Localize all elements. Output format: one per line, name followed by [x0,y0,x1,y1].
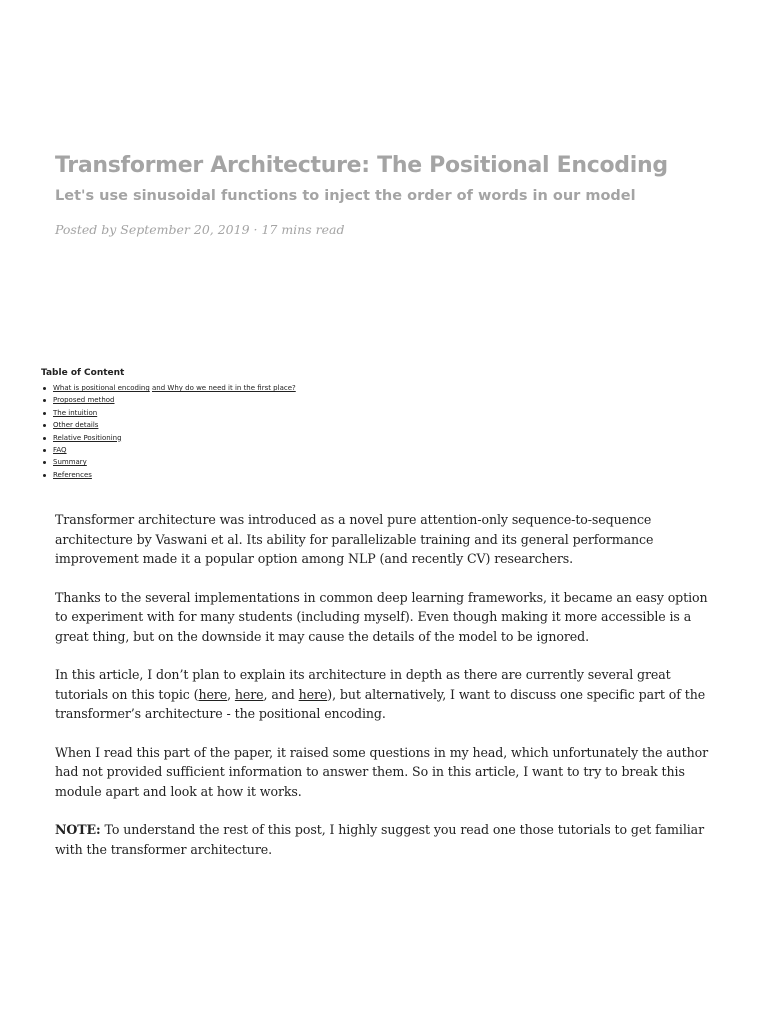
article-body [55,510,720,878]
toc-link-relative-positioning[interactable]: Relative Positioning [53,433,122,442]
table-of-content [41,367,441,481]
toc-item-other-details [41,419,441,431]
toc-item-references [41,469,441,481]
note-text: To understand the rest of this post, I highly suggest you read one those tutorials to get familiar with the transformer architecture. [55,822,705,857]
paragraph-intro: Transformer architecture was introduced as a novel pure attention-only sequence-to-sequence architecture by Vaswani et al. Its ability for parallelizable training and its general performance improvement made it a popular option among NLP (and recently CV) researchers. [55,512,654,566]
paragraph-implementations: Thanks to the several implementations in common deep learning frameworks, it became an easy option to experiment with for many students (including myself). Even though making it more accessible is a great thing, but on the downside it may cause the details of the model to be ignored. [55,589,708,644]
toc-title: Table of Content [41,368,125,378]
toc-item-summary [41,456,441,468]
toc-link-proposed-method[interactable]: Proposed method [53,396,115,405]
toc-link-summary[interactable]: Summary [53,458,87,467]
toc-link-references[interactable]: References [53,470,92,479]
post-header [55,150,735,238]
toc-link-why-need[interactable]: and Why do we need it in the first place? [152,384,296,392]
separator-1: , [227,686,235,702]
post-subtitle: Let's use sinusoidal functions to inject the order of words in our model [55,188,636,204]
toc-list [41,382,441,481]
toc-link-intuition[interactable]: The intuition [53,408,98,417]
tutorial-link-1[interactable]: here [198,686,228,702]
toc-item-relative-positioning [41,432,441,444]
toc-link-other-details[interactable]: Other details [53,421,99,430]
toc-item-intuition [41,407,441,419]
paragraph-note [55,820,720,859]
paragraph-tutorials-text-after: ), but alternatively, I want to discuss one specific part of the transformer’s architecture - the positional encoding. [55,686,706,721]
paragraph-tutorials [55,665,720,724]
toc-link-positional-encoding[interactable]: What is positional encoding [53,384,150,392]
tutorial-link-3[interactable]: here [298,686,328,702]
toc-item-positional-encoding [41,382,441,394]
paragraph-tutorials-text-before: In this article, I don’t plan to explain its architecture in depth as there are currently several great tutorials on this topic ( [55,667,671,702]
post-meta: Posted by September 20, 2019 · 17 mins read [55,222,345,237]
toc-link-faq[interactable]: FAQ [53,446,67,455]
tutorial-link-2[interactable]: here [234,686,264,702]
toc-item-proposed-method [41,394,441,406]
note-label: NOTE: [55,822,101,837]
post-title: Transformer Architecture: The Positional Encoding [55,153,668,178]
paragraph-questions: When I read this part of the paper, it raised some questions in my head, which unfortunately the author had not provided sufficient information to answer them. So in this article, I want to try to break this module apart and look at how it works. [55,744,709,799]
toc-item-faq [41,444,441,456]
separator-2: , and [263,686,299,702]
